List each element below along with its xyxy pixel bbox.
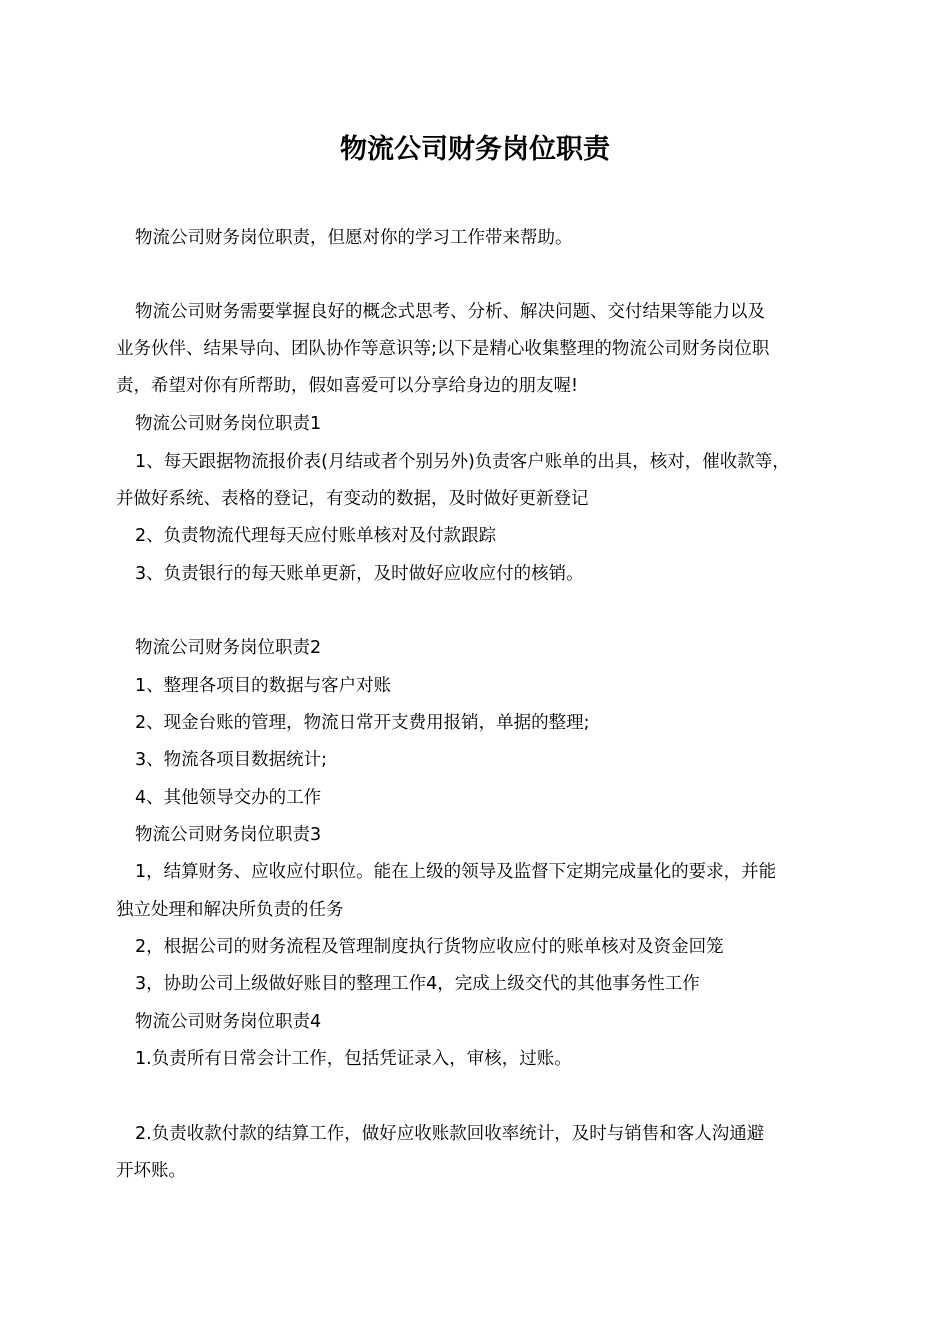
list-item: 3，协助公司上级做好账目的整理工作4，完成上级交代的其他事务性工作	[135, 974, 700, 994]
list-item: 2、现金台账的管理，物流日常开支费用报销，单据的整理;	[135, 713, 590, 733]
list-item: 2、负责物流代理每天应付账单核对及付款跟踪	[135, 526, 497, 546]
list-item: 2.负责收款付款的结算工作，做好应收账款回收率统计，及时与销售和客人沟通避	[135, 1124, 765, 1144]
list-item-continuation: 开坏账。	[116, 1161, 186, 1181]
section-heading: 物流公司财务岗位职责4	[135, 1012, 322, 1032]
section-heading: 物流公司财务岗位职责2	[135, 638, 322, 658]
section-heading: 物流公司财务岗位职责3	[135, 825, 322, 845]
list-item: 1，结算财务、应收应付职位。能在上级的领导及监督下定期完成量化的要求，并能	[135, 862, 777, 882]
list-item: 4、其他领导交办的工作	[135, 788, 322, 808]
list-item: 1、每天跟据物流报价表(月结或者个别另外)负责客户账单的出具，核对，催收款等，	[135, 452, 790, 472]
list-item-continuation: 并做好系统、表格的登记，有变动的数据，及时做好更新登记	[116, 489, 589, 509]
list-item: 3、负责银行的每天账单更新，及时做好应收应付的核销。	[135, 564, 584, 584]
list-item: 1.负责所有日常会计工作，包括凭证录入，审核，过账。	[135, 1049, 572, 1069]
section-heading: 物流公司财务岗位职责1	[135, 414, 322, 434]
list-item: 3、物流各项目数据统计;	[135, 750, 328, 770]
list-item: 1、整理各项目的数据与客户对账	[135, 676, 392, 696]
list-item-continuation: 独立处理和解决所负责的任务	[116, 900, 344, 920]
list-item: 2，根据公司的财务流程及管理制度执行货物应收应付的账单核对及资金回笼	[135, 937, 724, 957]
paragraph-line: 物流公司财务需要掌握良好的概念式思考、分析、解决问题、交付结果等能力以及	[135, 302, 765, 322]
document-title: 物流公司财务岗位职责	[340, 134, 610, 165]
paragraph-line: 责，希望对你有所帮助，假如喜爱可以分享给身边的朋友喔!	[116, 376, 579, 396]
intro-line: 物流公司财务岗位职责，但愿对你的学习工作带来帮助。	[135, 228, 573, 248]
paragraph-line: 业务伙伴、结果导向、团队协作等意识等;以下是精心收集整理的物流公司财务岗位职	[116, 339, 770, 359]
